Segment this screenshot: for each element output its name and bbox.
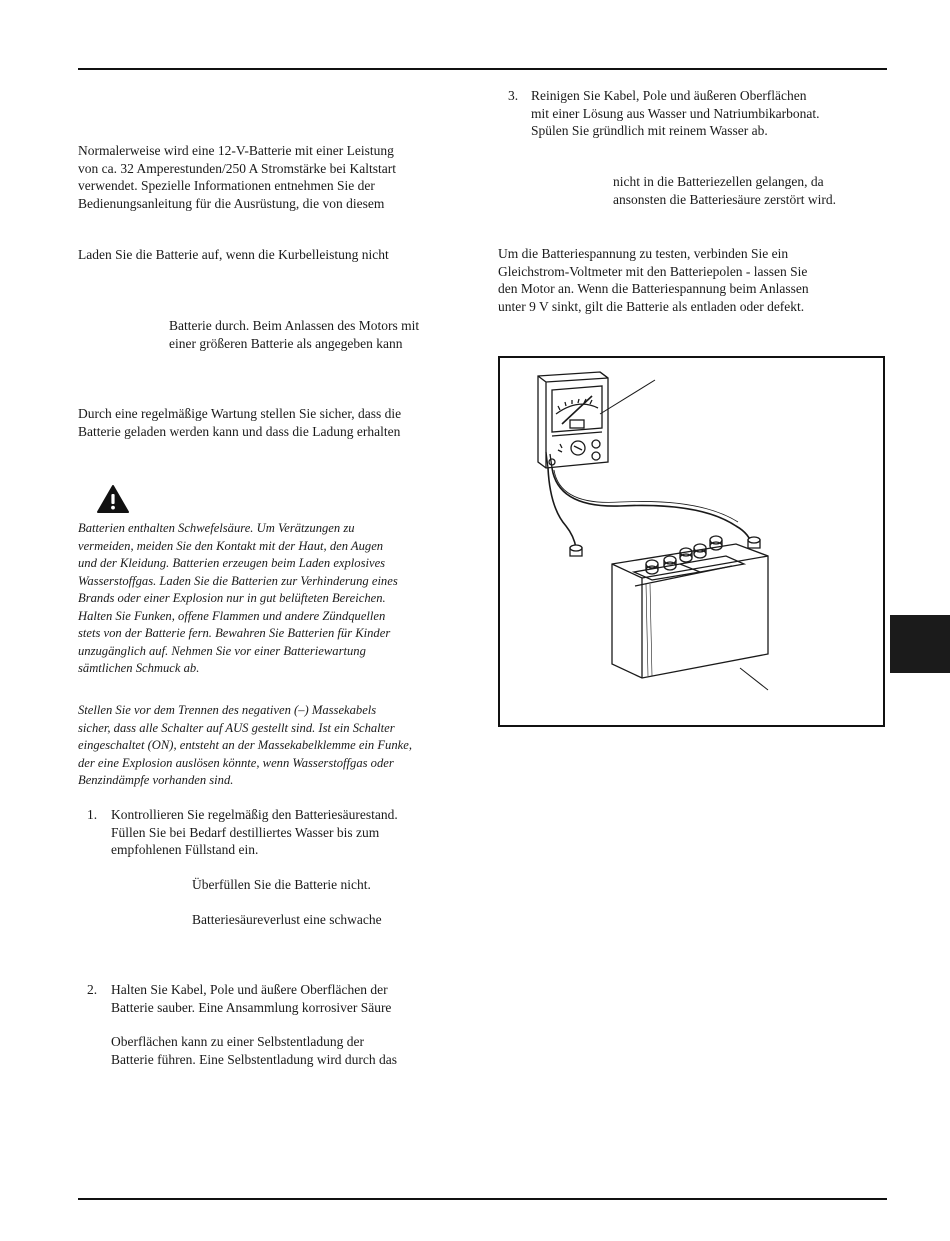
voltage-test-paragraph: Um die Batteriespannung zu testen, verbinden Sie ein Gleichstrom-Voltmeter mit den Batteriepolen - lassen Sie den Motor an. Wenn die Batteriespannung beim Anlassen unter 9 V sinkt, gilt die Batterie als entladen oder defekt. bbox=[498, 246, 809, 314]
positive-lead bbox=[552, 468, 752, 546]
voltmeter-icon bbox=[538, 372, 608, 468]
voltmeter-battery-illustration bbox=[500, 358, 883, 725]
step-3-text: Reinigen Sie Kabel, Pole und äußeren Oberflächen mit einer Lösung aus Wasser und Natriumbikarbonat. Spülen Sie gründlich mit reinem Wasser ab. bbox=[531, 88, 820, 138]
battery-spec-paragraph: Normalerweise wird eine 12-V-Batterie mit einer Leistung von ca. 32 Amperestunden/250 A Stromstärke bei Kaltstart verwendet. Spezielle Informationen entnehmen Sie der Bedienungsanleitung für die Ausrüstung, die von diesem bbox=[78, 143, 396, 211]
step-3-note: nicht in die Batteriezellen gelangen, da ansonsten die Batteriesäure zerstört wird. bbox=[613, 174, 837, 207]
battery-callout-leader bbox=[740, 668, 768, 690]
battery-icon bbox=[570, 536, 768, 678]
maintenance-paragraph: Durch eine regelmäßige Wartung stellen Sie sicher, dass die Batterie geladen werden kann und dass die Ladung erhalten bbox=[78, 406, 402, 439]
step-1-note-overfill: Überfüllen Sie die Batterie nicht. bbox=[192, 877, 371, 892]
step-1-text: Kontrollieren Sie regelmäßig den Batteriesäurestand. Füllen Sie bei Bedarf destilliertes Wasser bis zum empfohlenen Füllstand ein. bbox=[111, 807, 398, 857]
step-3-number: 3. bbox=[508, 88, 519, 103]
negative-lead bbox=[548, 468, 576, 548]
step-1-note-acid-loss: Batteriesäureverlust eine schwache bbox=[192, 912, 382, 927]
warning-text: Batterien enthalten Schwefelsäure. Um Verätzungen zu vermeiden, meiden Sie den Kontakt mit der Haut, den Augen und der Kleidung. Batterien erzeugen beim Laden explosives Wasserstoffgas. Laden Sie die Batterien zur Verhinderung eines Brands oder einer Explosion nur in gut belüfteten Bereichen. Halten Sie Funken, offene Flammen und andere Zündquellen stets von der Batterie fern. Bewahren Sie Batterien für Kinder unzugänglich auf. Nehmen Sie vor einer Batteriewartung sämtlichen Schmuck ab. bbox=[78, 521, 398, 675]
larger-battery-paragraph: Batterie durch. Beim Anlassen des Motors mit einer größeren Batterie als angegeben kann bbox=[169, 318, 420, 351]
charge-paragraph: Laden Sie die Batterie auf, wenn die Kurbelleistung nicht bbox=[78, 247, 389, 262]
footer-rule bbox=[78, 1198, 887, 1200]
step-2-number: 2. bbox=[87, 982, 98, 997]
caution-text: Stellen Sie vor dem Trennen des negativen (–) Massekabels sicher, dass alle Schalter auf AUS gestellt sind. Ist ein Schalter eingeschaltet (ON), entsteht an der Massekabelklemme ein Funke, der eine Explosion auslösen könnte, wenn Wasserstoffgas oder Benzindämpfe vorhanden sind. bbox=[78, 703, 412, 787]
step-2-text: Halten Sie Kabel, Pole und äußere Oberflächen der Batterie sauber. Eine Ansammlung korrosiver Säure bbox=[111, 982, 392, 1015]
header-rule bbox=[78, 68, 887, 70]
battery-voltmeter-figure bbox=[498, 356, 885, 727]
section-thumb-tab bbox=[890, 615, 950, 673]
warning-triangle-icon bbox=[96, 484, 130, 514]
step-1-number: 1. bbox=[87, 807, 98, 822]
step-2-text-continued: Oberflächen kann zu einer Selbstentladung der Batterie führen. Eine Selbstentladung wird durch das bbox=[111, 1034, 398, 1067]
